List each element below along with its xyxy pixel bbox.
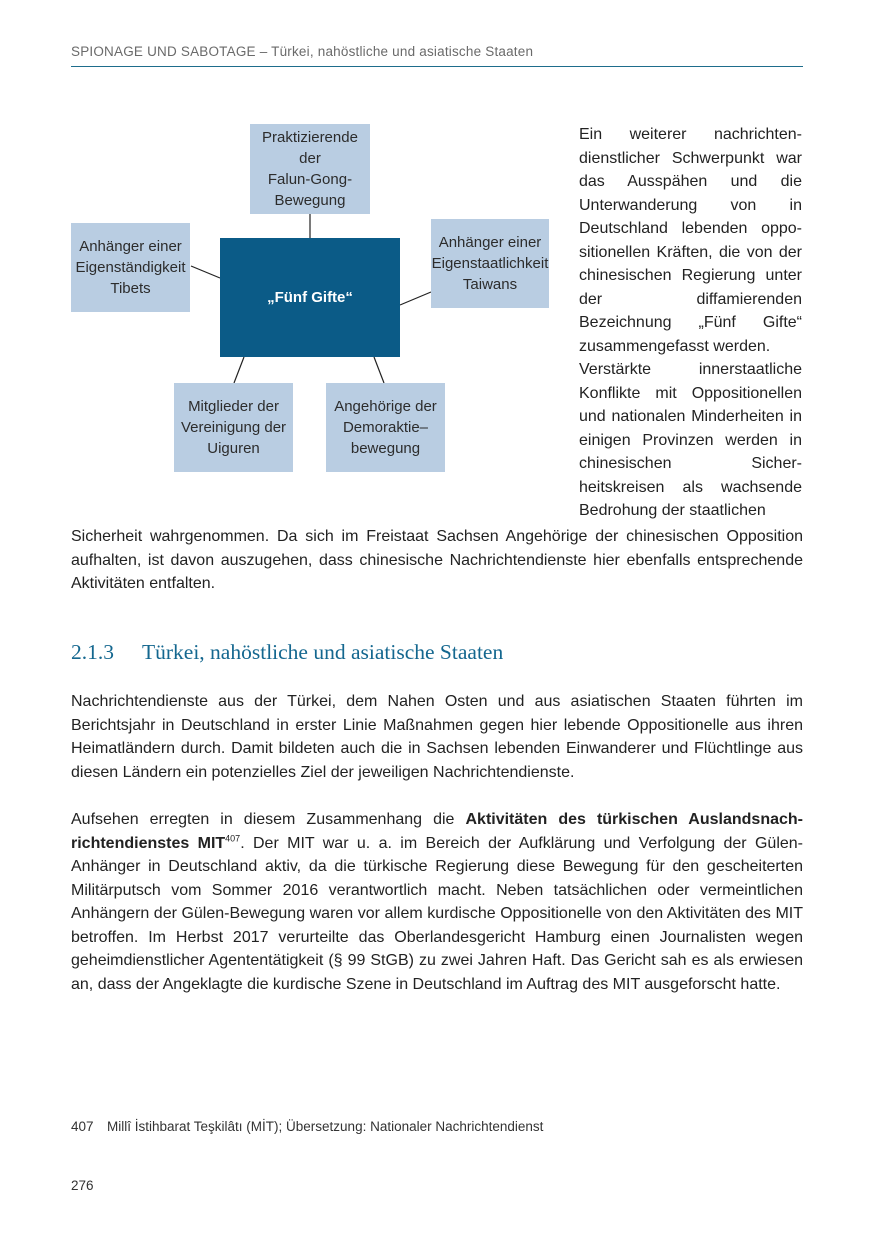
node-line: Eigenständigkeit [75,259,186,276]
connector-tibet [191,266,220,278]
node-line: Praktizierende [262,129,358,146]
body-paragraph-1: Nachrichtendienste aus der Türkei, dem Nahen Osten und aus asiatischen Staaten führten im Berichtsjahr in Deutschland in erster Linie Maßnahmen gegen hier lebende Oppositionelle aus ihren Heimatländern durch. Damit bildeten auch die in Sachsen lebenden Einwanderer und Flüchtlinge aus diesen Ländern ein potenzielles Ziel der jeweiligen Nachrichtendienste. [71,693,803,781]
node-taiwan [431,219,549,308]
node-uiguren [174,383,293,472]
side-paragraph: Ein weiterer nachrichtendienstlicher Schwerpunkt war das Ausspähen und die Unterwanderung von in Deutschland lebenden oppositionellen Kräften, die von der chinesischen Regierung unter der diffamierenden Bezeichnung „Fünf Gifte“ zusammengefasst werden. [579,126,802,355]
node-falun-gong [250,124,370,214]
connector-uiguren [234,357,244,383]
body-paragraph-2 [71,808,803,996]
center-label: „Fünf Gifte“ [267,289,353,306]
node-line: Eigenstaatlichkeit [431,255,549,272]
paragraph-lead: Aufsehen erregten in diesem Zusammenhang die [71,811,466,828]
node-line: Tibets [110,280,151,297]
node-line: Bewegung [274,192,346,209]
node-line: Anhänger einer [79,238,182,255]
footnote-number: 407 [71,1119,94,1134]
node-line: Falun-Gong- [267,171,353,188]
node-line: Taiwans [462,276,518,293]
continuation-paragraph: Sicherheit wahrgenommen. Da sich im Freistaat Sachsen Angehörige der chinesischen Opposition aufhalten, ist davon auszugehen, dass chinesische Nachrichtendienste hier ebenfalls entsprechende Aktivitäten entfalten. [71,528,803,592]
fuenf-gifte-diagram [0,0,560,480]
section-heading [71,640,803,665]
page-number: 276 [71,1178,94,1193]
paragraph-bold-phrase: Aktivitäten des türkischen Auslandsnachrichtendienstes MIT [71,811,803,852]
header-subtitle: Türkei, nahöstliche und asiatische Staaten [271,44,534,59]
node-line: Anhänger einer [438,234,542,251]
paragraph-rest: . Der MIT war u. a. im Bereich der Aufklärung und Verfolgung der Gülen-Anhänger in Deutschland aktiv, da die türkische Regierung diese Bewegung für den gescheiterten Militärputsch vom Sommer 2016 verantwortlich macht. Neben tatsächlichen oder vermeintlichen Anhängern der Gülen-Bewegung waren vor allem kurdische Oppositionelle von den Aktivitäten des MIT betroffen. Im Herbst 2017 verurteilte das Oberlandesgericht Hamburg einen Journalisten wegen geheimdienstlicher Agententätigkeit (§ 99 StGB) zu zwei Jahren Haft. Das Gericht sah es als erwiesen an, dass der Angeklagte die kurdische Szene in Deutschland im Auftrag des MIT ausgeforscht hatte. [71,834,804,993]
node-line: Mitglieder der [188,398,279,415]
footnote-reference[interactable]: 407 [225,833,241,844]
footnote-text: Millî İstihbarat Teşkilâtı (MİT); Übersetzung: Nationaler Nachrichtendienst [107,1119,544,1134]
node-line: Vereinigung der [180,419,287,436]
header-separator: – [255,44,272,59]
node-line: der [299,150,321,167]
header-title: SPIONAGE UND SABOTAGE [71,44,256,59]
footnote [71,1119,803,1134]
side-column-text [579,123,802,523]
node-tibet [71,223,190,312]
section-title: Türkei, nahöstliche und asiatische Staaten [142,640,504,664]
connector-demokratie [374,357,384,383]
node-line: Angehörige der [334,398,437,415]
section-number: 2.1.3 [71,640,114,664]
connector-taiwan [400,292,431,305]
node-line: bewegung [350,440,421,457]
node-line: Uiguren [207,440,260,457]
node-demokratie [326,383,445,472]
node-center [220,238,400,357]
node-line: Demoraktie– [342,419,429,436]
side-paragraph: Verstärkte innerstaatliche Konflikte mit Oppositionellen und nationalen Minderheiten in einigen Provinzen werden in chinesischen Sicherheitskreisen als wachsende Bedrohung der staatlichen [579,361,802,519]
